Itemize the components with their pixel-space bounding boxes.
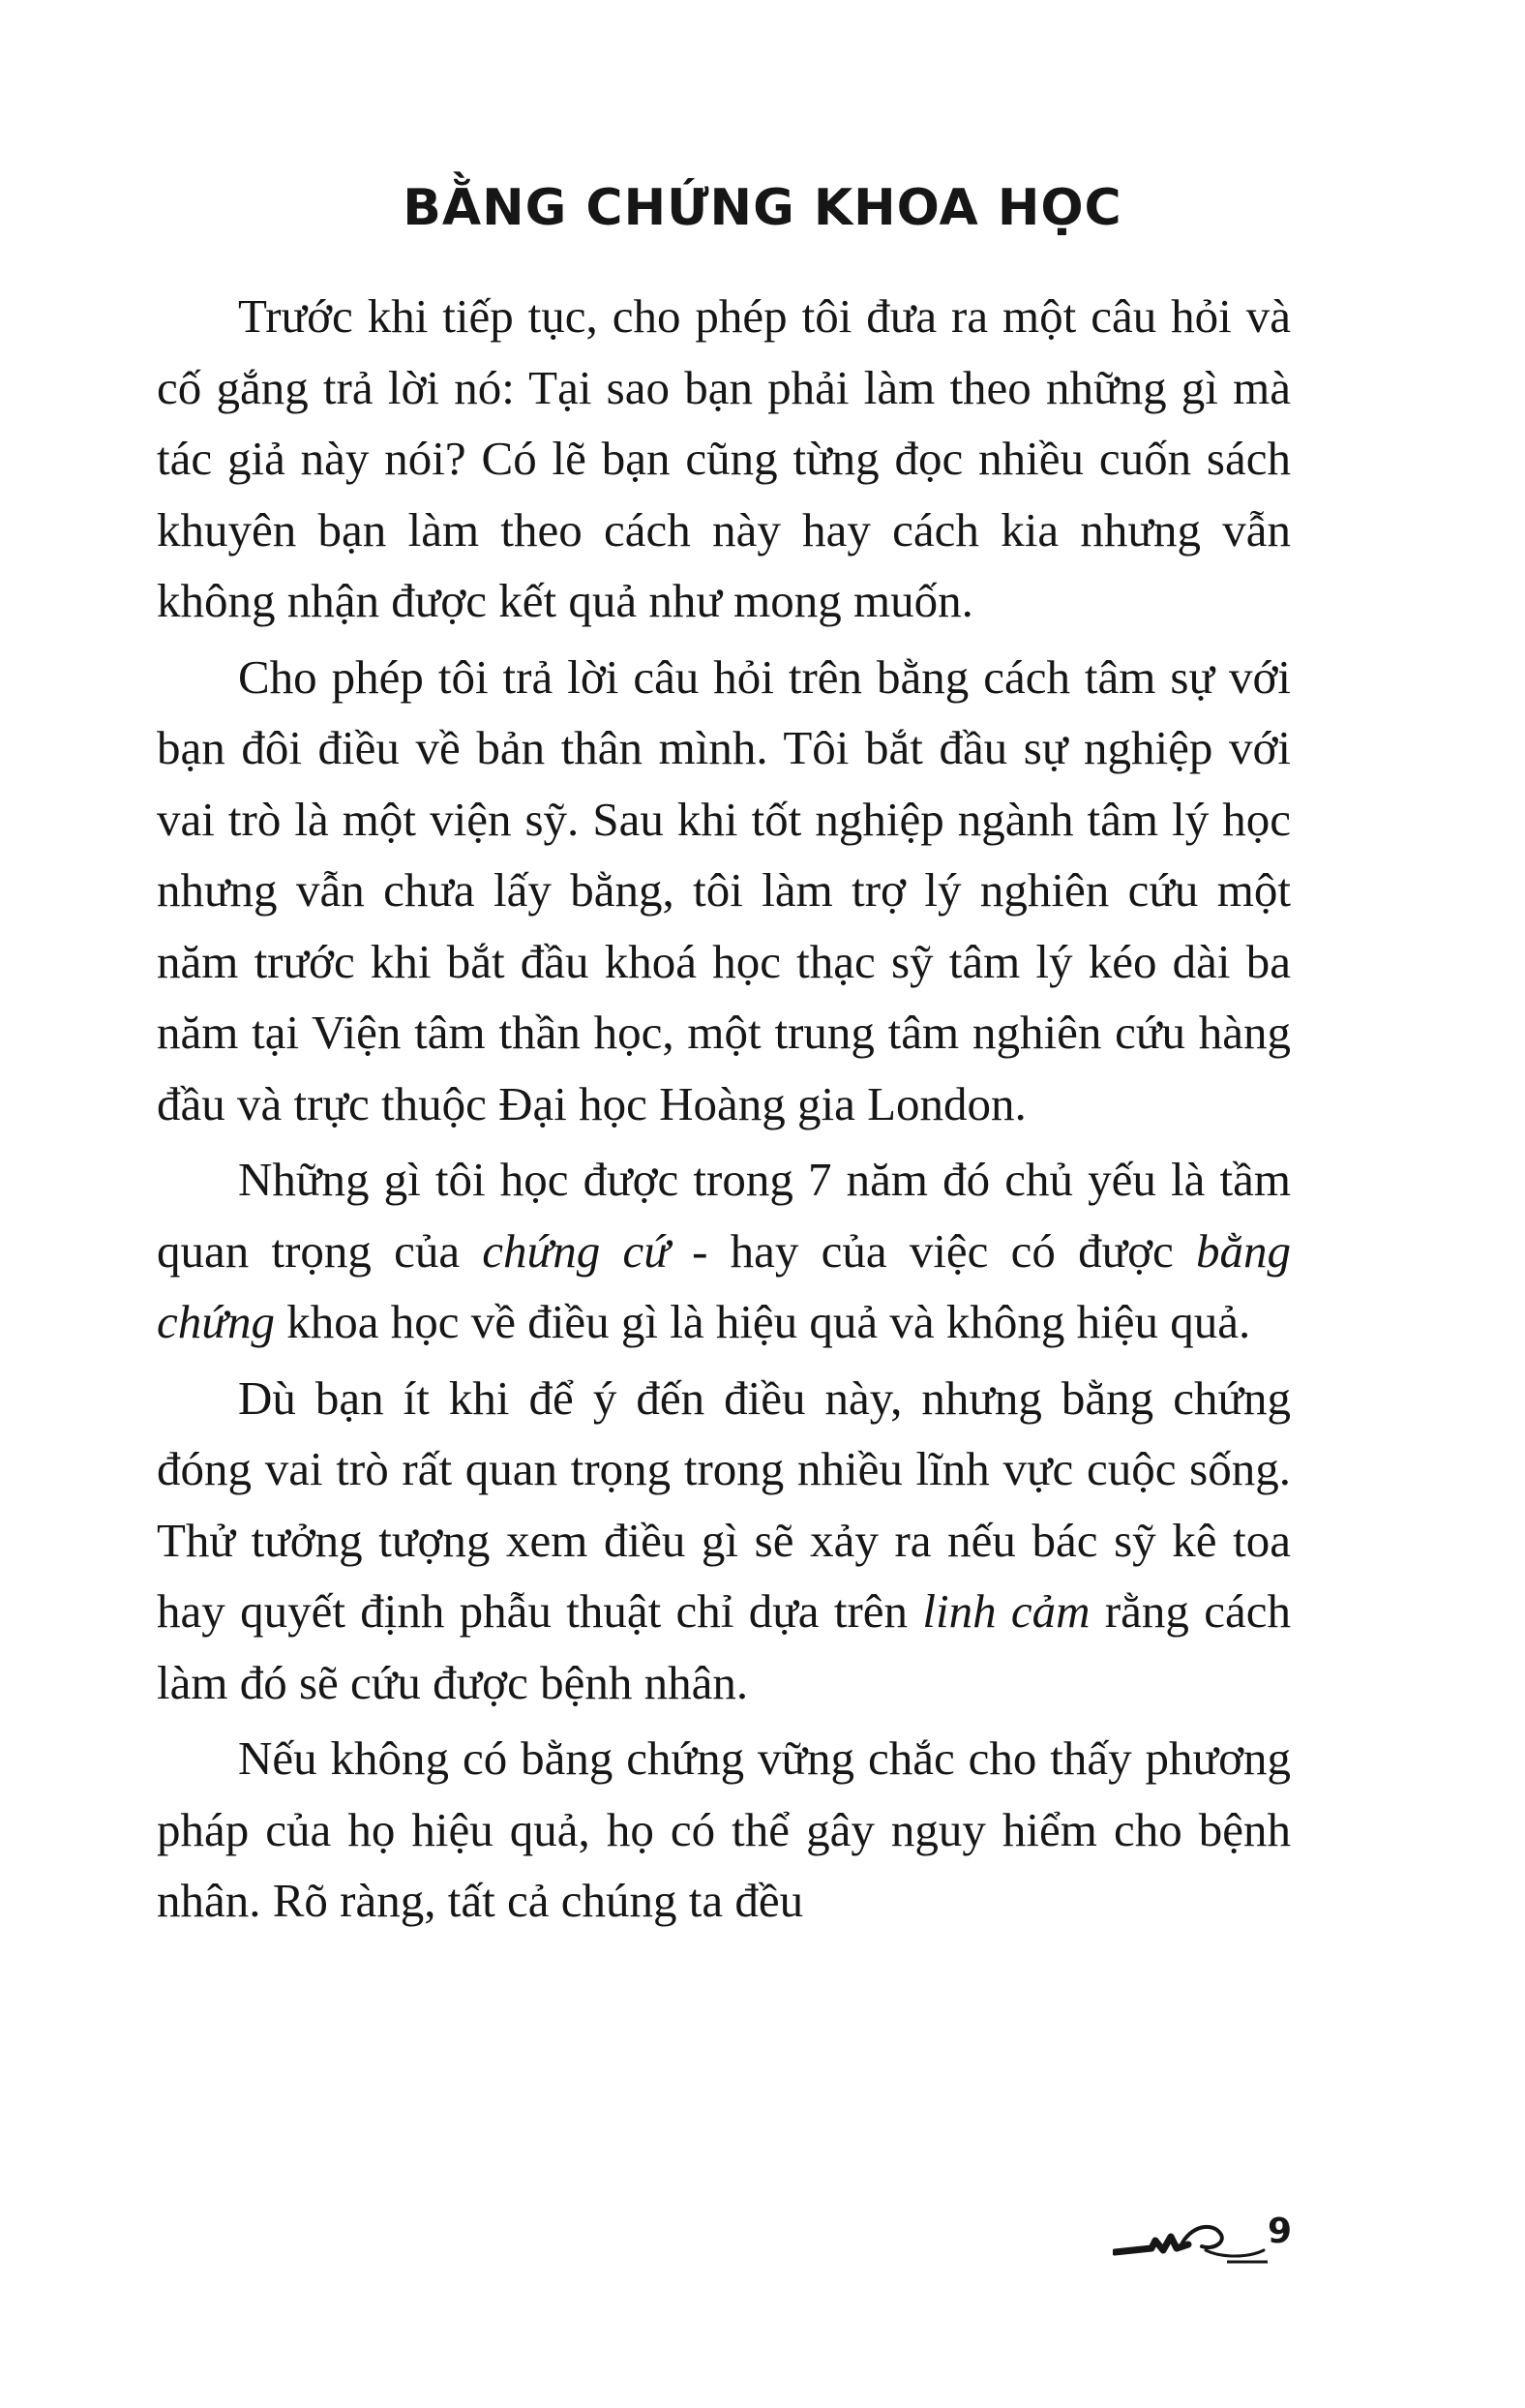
emphasis-linh-cam: linh cảm [922, 1584, 1091, 1638]
paragraph-3 [157, 1144, 1291, 1358]
body-text [157, 281, 1291, 1941]
section-heading: BẰNG CHỨNG KHOA HỌC [403, 179, 1122, 237]
page-footer [1113, 2212, 1316, 2279]
paragraph-4-part-2: rằng cách làm đó sẽ cứu được bệnh nhân. [157, 1584, 1291, 1709]
paragraph-3-part-1: Những gì tôi học được trong 7 năm đó chủ yếu là tầm quan trọng của [157, 1153, 1291, 1278]
decorative-flourish-icon [1113, 2212, 1275, 2270]
paragraph-3-part-3: khoa học về điều gì là hiệu quả và không hiệu quả. [274, 1295, 1251, 1348]
paragraph-4-part-1: Dù bạn ít khi để ý đến điều này, nhưng bằng chứng đóng vai trò rất quan trọng trong nhiều lĩnh vực cuộc sống. Thử tưởng tượng xem điều gì sẽ xảy ra nếu bác sỹ kê toa hay quyết định phẫu thuật chỉ dựa trên [157, 1370, 1291, 1638]
paragraph-4 [157, 1363, 1291, 1719]
paragraph-5: Nếu không có bằng chứng vững chắc cho thấy phương pháp của họ hiệu quả, họ có thể gây nguy hiểm cho bệnh nhân. Rõ ràng, tất cả chúng ta đều [157, 1731, 1291, 1927]
paragraph-1: Trước khi tiếp tục, cho phép tôi đưa ra một câu hỏi và cố gắng trả lời nó: Tại sao bạn phải làm theo những gì mà tác giả này nói? Có lẽ bạn cũng từng đọc nhiều cuốn sách khuyên bạn làm theo cách này hay cách kia nhưng vẫn không nhận được kết quả như mong muốn. [157, 289, 1291, 627]
emphasis-chung-cu: chứng cứ [482, 1223, 670, 1278]
paragraph-2: Cho phép tôi trả lời câu hỏi trên bằng cách tâm sự với bạn đôi điều về bản thân mình. Tôi bắt đầu sự nghiệp với vai trò là một viện sỹ. Sau khi tốt nghiệp ngành tâm lý học nhưng vẫn chưa lấy bằng, tôi làm trợ lý nghiên cứu một năm trước khi bắt đầu khoá học thạc sỹ tâm lý kéo dài ba năm tại Viện tâm thần học, một trung tâm nghiên cứu hàng đầu và trực thuộc Đại học Hoàng gia London. [157, 649, 1291, 1130]
emphasis-bang-chung: bằng chứng [157, 1223, 1292, 1348]
paragraph-3-part-2: - hay của việc có được [669, 1223, 1197, 1278]
page-number: 9 [1268, 2212, 1293, 2251]
